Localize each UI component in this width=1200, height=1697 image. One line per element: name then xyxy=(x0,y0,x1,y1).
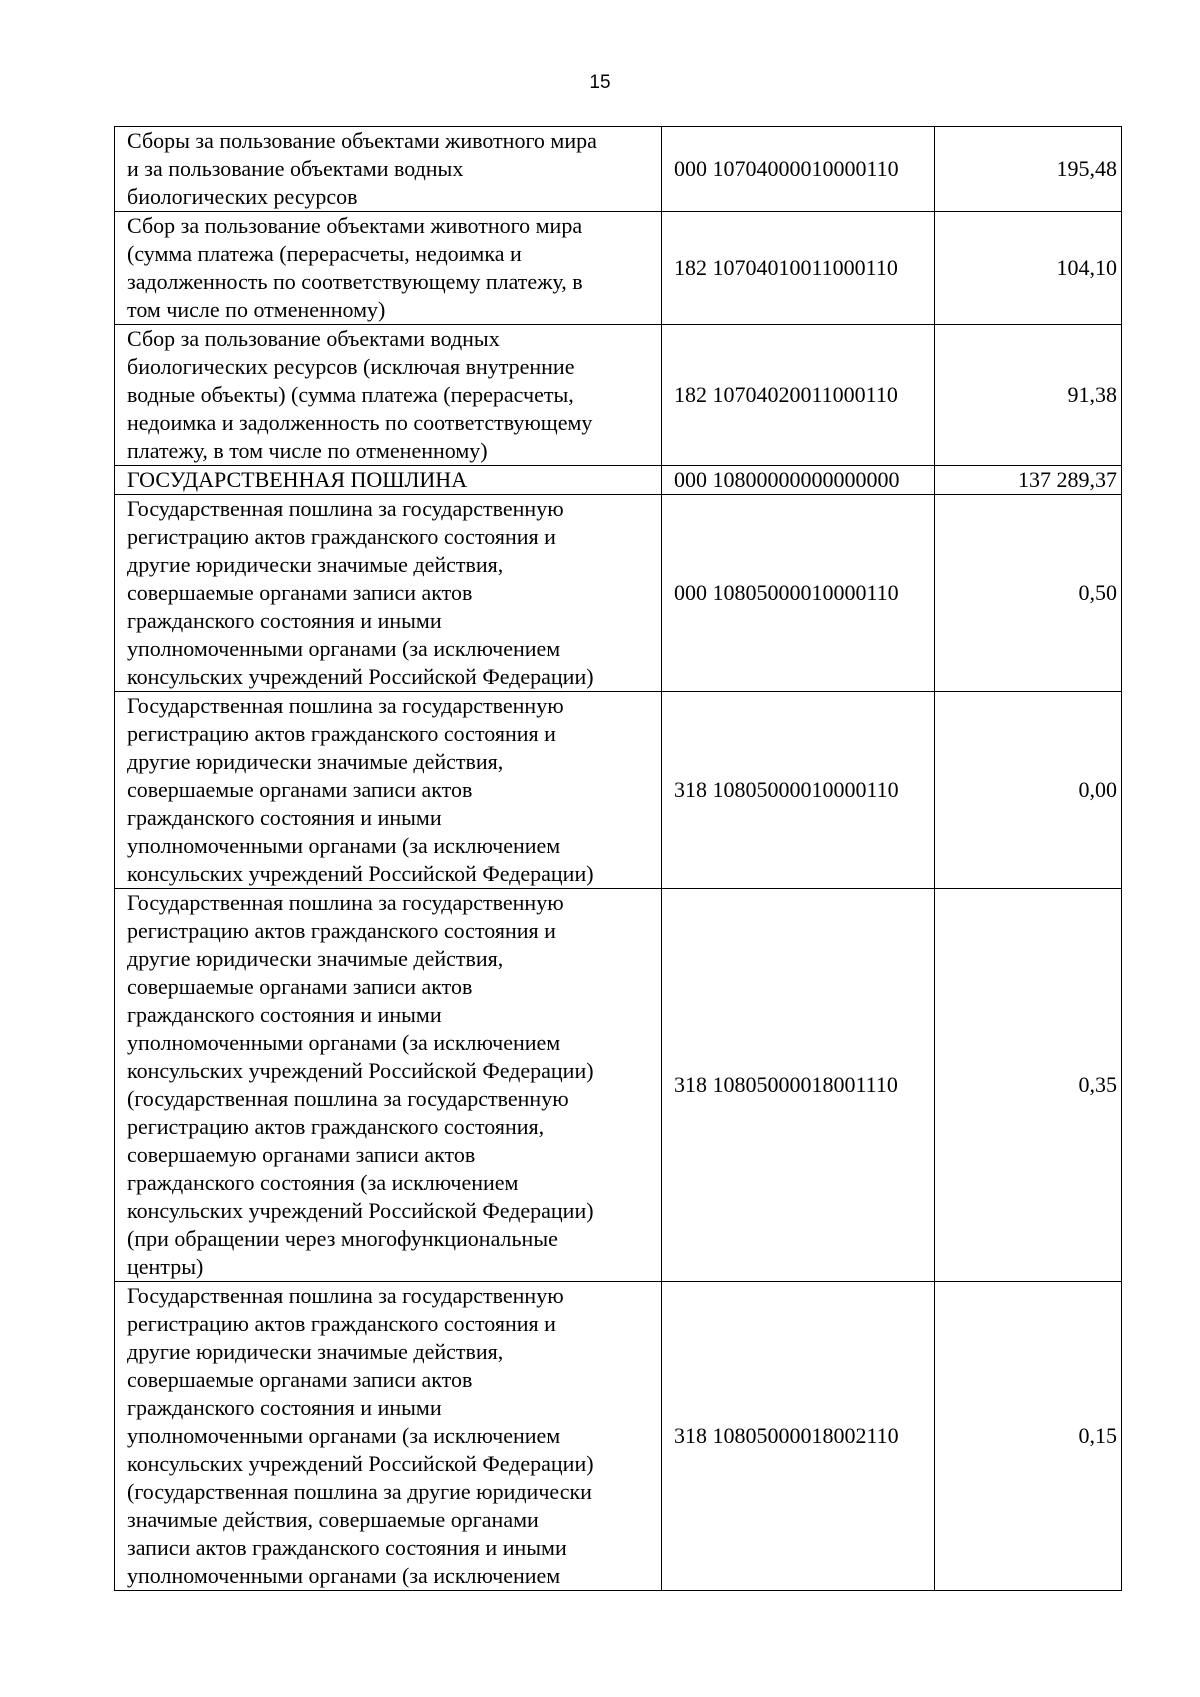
table-row xyxy=(115,1282,1122,1591)
table-row xyxy=(115,127,1122,212)
row-description-cell xyxy=(115,127,662,212)
row-code: 318 10805000018002110 xyxy=(662,1282,935,1591)
row-code: 000 10805000010000110 xyxy=(662,495,935,692)
row-amount: 0,15 xyxy=(935,1282,1122,1591)
row-description: ГОСУДАРСТВЕННАЯ ПОШЛИНА xyxy=(127,467,468,492)
page-number: 15 xyxy=(589,72,611,93)
row-amount: 0,00 xyxy=(935,692,1122,889)
row-description-cell xyxy=(115,212,662,325)
row-description: Государственная пошлина за государственную регистрацию актов гражданского состояния и другие юридически значимые действия, совершаемые органами записи актов гражданского состояния и иными уполномоченными органами (за исключением консульских учреждений Российской Федерации) (государственная пошлина за другие юридически значимые действия, совершаемые органами записи актов гражданского состояния и иными уполномоченными органами (за исключением xyxy=(127,1283,594,1588)
row-description: Государственная пошлина за государственную регистрацию актов гражданского состояния и другие юридически значимые действия, совершаемые органами записи актов гражданского состояния и иными уполномоченными органами (за исключением консульских учреждений Российской Федерации) (государственная пошлина за государственную регистрацию актов гражданского состояния, совершаемую органами записи актов гражданского состояния (за исключением консульских учреждений Российской Федерации) (при обращении через многофункциональные центры) xyxy=(127,890,594,1279)
row-description-cell xyxy=(115,495,662,692)
row-amount: 0,35 xyxy=(935,889,1122,1282)
row-code: 318 10805000018001110 xyxy=(662,889,935,1282)
table-row xyxy=(115,889,1122,1282)
budget-revenue-table xyxy=(114,126,1122,1591)
table-row xyxy=(115,466,1122,495)
row-amount: 195,48 xyxy=(935,127,1122,212)
table-row xyxy=(115,495,1122,692)
row-amount: 104,10 xyxy=(935,212,1122,325)
row-description: Сбор за пользование объектами животного мира (сумма платежа (перерасчеты, недоимка и задолженность по соответствующему платежу, в том числе по отмененному) xyxy=(127,213,583,322)
row-amount: 91,38 xyxy=(935,325,1122,466)
row-code: 000 10800000000000000 xyxy=(662,466,935,495)
row-description-cell xyxy=(115,325,662,466)
row-code: 182 10704010011000110 xyxy=(662,212,935,325)
row-description: Государственная пошлина за государственную регистрацию актов гражданского состояния и другие юридически значимые действия, совершаемые органами записи актов гражданского состояния и иными уполномоченными органами (за исключением консульских учреждений Российской Федерации) xyxy=(127,496,594,689)
row-description-cell xyxy=(115,889,662,1282)
table-row xyxy=(115,325,1122,466)
table-row xyxy=(115,692,1122,889)
row-description: Государственная пошлина за государственную регистрацию актов гражданского состояния и другие юридически значимые действия, совершаемые органами записи актов гражданского состояния и иными уполномоченными органами (за исключением консульских учреждений Российской Федерации) xyxy=(127,693,594,886)
row-code: 318 10805000010000110 xyxy=(662,692,935,889)
row-description: Сбор за пользование объектами водных биологических ресурсов (исключая внутренние водные объекты) (сумма платежа (перерасчеты, недоимка и задолженность по соответствующему платежу, в том числе по отмененному) xyxy=(127,326,593,463)
row-description: Сборы за пользование объектами животного мира и за пользование объектами водных биологических ресурсов xyxy=(127,128,597,209)
row-description-cell xyxy=(115,466,662,495)
row-code: 182 10704020011000110 xyxy=(662,325,935,466)
row-description-cell xyxy=(115,1282,662,1591)
row-description-cell xyxy=(115,692,662,889)
row-amount: 137 289,37 xyxy=(935,466,1122,495)
table-row xyxy=(115,212,1122,325)
row-code: 000 10704000010000110 xyxy=(662,127,935,212)
row-amount: 0,50 xyxy=(935,495,1122,692)
